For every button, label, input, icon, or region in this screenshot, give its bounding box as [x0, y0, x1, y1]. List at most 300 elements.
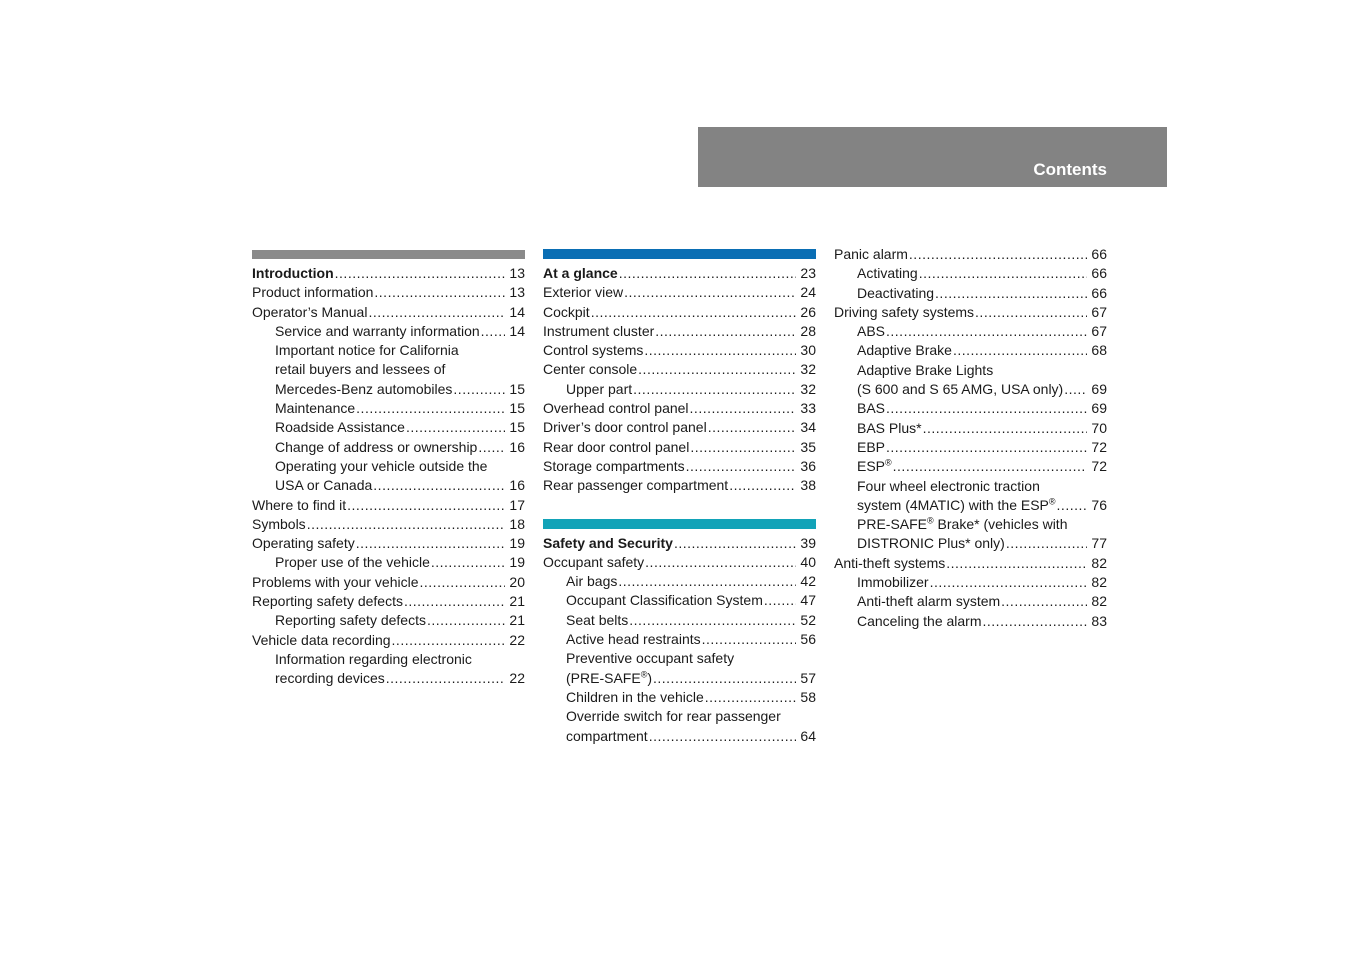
toc-entry-text: ABS	[857, 323, 886, 340]
dot-leader	[953, 341, 1087, 360]
toc-page-number[interactable]: 66	[1091, 246, 1107, 262]
toc-entry-text: Driving safety systems	[834, 303, 975, 320]
toc-entry[interactable]	[834, 534, 1107, 553]
toc-entry-label	[857, 496, 1056, 515]
toc-entry-text: USA or Canada	[275, 477, 373, 494]
toc-entry-text: Reporting safety defects	[252, 593, 403, 610]
toc-entry[interactable]	[834, 573, 1107, 592]
toc-entry[interactable]	[543, 591, 816, 610]
dot-leader	[478, 438, 505, 457]
dot-leader	[886, 438, 1087, 457]
toc-page-number[interactable]: 68	[1091, 342, 1107, 359]
dot-leader	[638, 360, 796, 379]
toc-entry-label	[566, 669, 652, 688]
toc-entry[interactable]	[834, 496, 1107, 515]
dot-leader	[935, 284, 1087, 303]
toc-entry-text: Safety and Security	[543, 534, 673, 551]
toc-entry-label	[857, 438, 885, 457]
toc-entry[interactable]	[543, 418, 816, 437]
toc-entry	[252, 650, 525, 669]
toc-entry-label	[275, 457, 487, 476]
toc-entry[interactable]	[252, 283, 525, 302]
toc-page-number[interactable]: 26	[800, 303, 816, 320]
toc-page-number[interactable]: 16	[509, 438, 525, 455]
toc-entry[interactable]	[834, 554, 1107, 573]
toc-page-number[interactable]: 21	[509, 593, 525, 610]
toc-entry[interactable]	[252, 303, 525, 322]
dot-leader	[481, 322, 505, 341]
toc-entry[interactable]	[543, 688, 816, 707]
toc-entry[interactable]	[543, 341, 816, 360]
toc-entry-text: retail buyers and lessees of	[275, 361, 446, 378]
toc-entry-label	[857, 341, 952, 360]
toc-column-2	[543, 249, 816, 746]
toc-page-number[interactable]: 33	[800, 400, 816, 417]
toc-entry-label	[566, 611, 628, 630]
toc-page-number[interactable]: 67	[1091, 323, 1107, 340]
toc-entry-label	[275, 611, 426, 630]
toc-entry-text-suffix: Brake* (vehicles with	[933, 516, 1068, 533]
toc-page-number[interactable]: 40	[800, 553, 816, 570]
toc-page-number[interactable]: 32	[800, 380, 816, 397]
toc-entry-text: Deactivating	[857, 284, 935, 301]
toc-entry-text: Exterior view	[543, 284, 624, 301]
toc-entry-label	[543, 322, 654, 341]
toc-page-number[interactable]: 14	[509, 303, 525, 320]
toc-entry-text: Operating safety	[252, 535, 355, 552]
toc-page-number[interactable]: 47	[800, 592, 816, 609]
toc-entry-label	[543, 303, 590, 322]
toc-entry[interactable]	[543, 553, 816, 572]
dot-leader	[453, 380, 505, 399]
toc-entry-label	[566, 380, 632, 399]
toc-entry-label	[566, 688, 704, 707]
toc-entry-text: Canceling the alarm	[857, 612, 982, 629]
dot-leader	[347, 496, 505, 515]
dot-leader	[975, 303, 1087, 322]
toc-entry[interactable]	[252, 631, 525, 650]
toc-page-number[interactable]: 42	[800, 573, 816, 590]
toc-page-number[interactable]: 34	[800, 419, 816, 436]
toc-page-number[interactable]: 13	[509, 284, 525, 301]
toc-entry-text: Product information	[252, 284, 374, 301]
toc-entry[interactable]	[252, 669, 525, 688]
toc-entry-label	[834, 554, 945, 573]
toc-entry-label	[543, 341, 643, 360]
toc-entry-text: Children in the vehicle	[566, 688, 704, 705]
toc-page-number[interactable]: 30	[800, 342, 816, 359]
toc-page-number[interactable]: 83	[1091, 612, 1107, 629]
toc-entry[interactable]	[543, 534, 816, 553]
dot-leader	[702, 630, 796, 649]
toc-page-number[interactable]: 72	[1091, 438, 1107, 455]
toc-entry	[834, 515, 1107, 534]
toc-page-number[interactable]: 17	[509, 496, 525, 513]
toc-entry-label	[566, 630, 701, 649]
toc-page-number[interactable]: 66	[1091, 265, 1107, 282]
dot-leader	[729, 476, 796, 495]
toc-entry[interactable]	[834, 612, 1107, 631]
toc-entry-label	[857, 592, 1000, 611]
toc-entry[interactable]	[543, 380, 816, 399]
toc-entry-label	[857, 534, 1005, 553]
toc-page-number[interactable]: 23	[800, 265, 816, 281]
toc-entry-label	[275, 553, 430, 572]
toc-page-number[interactable]: 77	[1091, 535, 1107, 552]
toc-page-number[interactable]: 72	[1091, 458, 1107, 475]
toc-page-number[interactable]: 57	[800, 669, 816, 686]
toc-entry-text: Rear passenger compartment	[543, 477, 729, 494]
toc-entry[interactable]	[543, 303, 816, 322]
dot-leader	[431, 553, 505, 572]
dot-leader	[690, 399, 796, 418]
toc-entry-label	[543, 438, 689, 457]
dot-leader	[368, 303, 505, 322]
toc-page-number[interactable]: 82	[1091, 554, 1107, 571]
toc-page-number[interactable]: 20	[509, 573, 525, 590]
toc-entry-label	[252, 303, 367, 322]
dot-leader	[764, 591, 796, 610]
toc-entry-text: Rear door control panel	[543, 438, 690, 455]
toc-entry-label	[857, 573, 929, 592]
toc-entry-label	[275, 476, 372, 495]
toc-entry[interactable]	[834, 438, 1107, 457]
toc-entry-text: Anti-theft systems	[834, 554, 946, 571]
toc-page-number[interactable]: 64	[800, 727, 816, 744]
toc-entry-text: Four wheel electronic traction	[857, 477, 1040, 494]
toc-entry[interactable]	[252, 264, 525, 283]
dot-leader	[386, 669, 505, 688]
dot-leader	[1001, 592, 1087, 611]
toc-entry[interactable]	[543, 360, 816, 379]
dot-leader	[919, 264, 1087, 283]
toc-entry[interactable]	[834, 284, 1107, 303]
toc-entry-text: Seat belts	[566, 611, 629, 628]
toc-entry[interactable]	[252, 573, 525, 592]
dot-leader	[629, 611, 796, 630]
toc-entry-text: Symbols	[252, 515, 306, 532]
dot-leader	[392, 631, 505, 650]
toc-entry[interactable]	[543, 399, 816, 418]
toc-entry-text: Proper use of the vehicle	[275, 554, 430, 571]
dot-leader	[1064, 380, 1087, 399]
toc-entry	[834, 361, 1107, 380]
toc-entry-label	[252, 283, 373, 302]
dot-leader	[946, 554, 1087, 573]
dot-leader	[591, 303, 796, 322]
contents-header-tab	[698, 127, 1167, 187]
toc-entry[interactable]	[834, 457, 1107, 476]
toc-page-number[interactable]: 15	[509, 419, 525, 436]
toc-entry-label	[857, 515, 1067, 534]
toc-entry-text: Overhead control panel	[543, 400, 689, 417]
toc-page-number[interactable]: 69	[1091, 400, 1107, 417]
toc-entry-label	[275, 650, 472, 669]
toc-entry[interactable]	[834, 245, 1107, 264]
toc-page-number[interactable]: 35	[800, 438, 816, 455]
toc-entry-text: Maintenance	[275, 400, 356, 417]
toc-entry-text: system (4MATIC) with the ESP	[857, 496, 1049, 513]
dot-leader	[690, 438, 796, 457]
toc-entry[interactable]	[252, 380, 525, 399]
toc-entry-text: Adaptive Brake Lights	[857, 361, 994, 378]
toc-entry-text: Operator’s Manual	[252, 303, 368, 320]
toc-entry[interactable]	[543, 457, 816, 476]
toc-page-number[interactable]: 19	[509, 554, 525, 571]
toc-page-number[interactable]: 82	[1091, 574, 1107, 591]
toc-entry-text: Roadside Assistance	[275, 419, 405, 436]
dot-leader	[406, 418, 505, 437]
toc-page-number[interactable]: 28	[800, 322, 816, 339]
toc-page-number[interactable]: 13	[509, 265, 525, 281]
registered-mark: ®	[885, 457, 892, 468]
toc-entry	[252, 360, 525, 379]
toc-entry[interactable]	[252, 476, 525, 495]
toc-entry[interactable]	[834, 264, 1107, 283]
registered-mark: ®	[640, 668, 648, 679]
toc-entry[interactable]	[543, 669, 816, 688]
toc-entry-text: Vehicle data recording	[252, 631, 391, 648]
toc-entry-text: Change of address or ownership	[275, 438, 478, 455]
toc-entry[interactable]	[543, 727, 816, 746]
toc-page-number[interactable]: 69	[1091, 381, 1107, 398]
toc-entry-label	[252, 573, 419, 592]
dot-leader	[909, 245, 1087, 264]
dot-leader	[930, 573, 1087, 592]
toc-entry-label	[857, 322, 885, 341]
dot-leader	[893, 457, 1087, 476]
toc-entry[interactable]	[252, 496, 525, 515]
toc-column-1	[252, 250, 525, 689]
toc-entry-label	[566, 727, 648, 746]
dot-leader	[886, 399, 1087, 418]
toc-entry-text: Panic alarm	[834, 246, 908, 262]
section-color-bar	[543, 249, 816, 259]
toc-entry-label	[252, 264, 334, 283]
toc-entry[interactable]	[252, 322, 525, 341]
toc-column-3	[834, 245, 1107, 631]
toc-entry[interactable]	[834, 380, 1107, 399]
toc-entry-label	[543, 283, 623, 302]
toc-page-number[interactable]: 24	[800, 284, 816, 301]
toc-entry-label	[857, 264, 918, 283]
dot-leader	[633, 380, 796, 399]
toc-entry[interactable]	[834, 322, 1107, 341]
toc-page-number[interactable]: 32	[800, 361, 816, 378]
toc-page-number[interactable]: 76	[1091, 496, 1107, 513]
toc-entry-label	[857, 284, 934, 303]
toc-entry-text: (S 600 and S 65 AMG, USA only)	[857, 381, 1064, 398]
toc-entry-text: Upper part	[566, 380, 633, 397]
toc-entry[interactable]	[834, 303, 1107, 322]
dot-leader	[427, 611, 505, 630]
toc-entry-label	[566, 707, 781, 726]
toc-entry-text: Active head restraints	[566, 631, 701, 648]
toc-entry-text: DISTRONIC Plus* only)	[857, 535, 1005, 552]
dot-leader	[420, 573, 505, 592]
dot-leader	[624, 283, 796, 302]
toc-page-number[interactable]: 21	[509, 612, 525, 629]
dot-leader	[335, 264, 505, 283]
toc-page-number[interactable]: 14	[509, 322, 525, 339]
dot-leader	[645, 553, 796, 572]
toc-page-number[interactable]: 39	[800, 534, 816, 551]
registered-mark: ®	[927, 515, 934, 526]
toc-entry-text: Cockpit	[543, 303, 590, 320]
toc-entry[interactable]	[252, 515, 525, 534]
toc-entry-label	[566, 649, 734, 668]
dot-leader	[1006, 534, 1087, 553]
toc-entry-label	[543, 360, 637, 379]
toc-entry-text: Important notice for California	[275, 342, 459, 359]
toc-entry-label	[275, 360, 445, 379]
toc-entry-text: Information regarding electronic	[275, 650, 472, 667]
toc-entry-text: Where to find it	[252, 496, 347, 513]
toc-entry-label	[857, 457, 892, 476]
toc-entry-text: Occupant safety	[543, 553, 645, 570]
toc-entry-text: (PRE-SAFE	[566, 669, 641, 686]
toc-entry-label	[543, 399, 689, 418]
toc-page-number[interactable]: 82	[1091, 593, 1107, 610]
toc-page-number[interactable]: 56	[800, 631, 816, 648]
toc-page-number[interactable]: 15	[509, 400, 525, 417]
toc-entry-label	[834, 245, 908, 264]
dot-leader	[356, 534, 505, 553]
toc-entry-text: Adaptive Brake	[857, 342, 952, 359]
toc-entry-text: ESP	[857, 458, 886, 475]
toc-entry-text: Instrument cluster	[543, 322, 655, 339]
toc-entry-text: Service and warranty information	[275, 322, 480, 339]
dot-leader	[649, 727, 796, 746]
dot-leader	[618, 572, 796, 591]
section-color-bar	[543, 519, 816, 529]
toc-entry-text: Center console	[543, 361, 638, 378]
toc-entry-text: PRE-SAFE	[857, 516, 928, 533]
toc-entry-label	[857, 361, 993, 380]
toc-entry[interactable]	[252, 534, 525, 553]
toc-entry-label	[275, 380, 452, 399]
toc-entry[interactable]	[543, 476, 816, 495]
page-title: Contents	[1033, 160, 1107, 179]
registered-mark: ®	[1048, 496, 1056, 507]
dot-leader	[886, 322, 1087, 341]
toc-entry[interactable]	[252, 553, 525, 572]
section-gap	[543, 496, 816, 519]
toc-entry-text: Problems with your vehicle	[252, 573, 419, 590]
toc-page-number[interactable]: 22	[509, 631, 525, 648]
toc-entry[interactable]	[834, 341, 1107, 360]
toc-entry-label	[275, 438, 477, 457]
toc-entry-label	[566, 572, 617, 591]
toc-entry-label	[566, 591, 763, 610]
toc-entry-text: Reporting safety defects	[275, 612, 426, 629]
toc-page-number[interactable]: 18	[509, 515, 525, 532]
toc-entry-text: Storage compartments	[543, 457, 685, 474]
dot-leader	[674, 534, 796, 553]
toc-entry-label	[252, 631, 391, 650]
toc-entry[interactable]	[543, 322, 816, 341]
dot-leader	[644, 341, 796, 360]
toc-entry-text: Immobilizer	[857, 574, 929, 591]
dot-leader	[655, 322, 796, 341]
toc-entry-text: Air bags	[566, 573, 618, 590]
toc-entry[interactable]	[543, 630, 816, 649]
dot-leader	[374, 283, 505, 302]
toc-entry-label	[543, 476, 728, 495]
toc-entry-label	[543, 534, 673, 553]
toc-entry[interactable]	[252, 592, 525, 611]
toc-entry-label	[543, 418, 707, 437]
toc-entry-label	[543, 457, 685, 476]
dot-leader	[653, 669, 796, 688]
toc-page-number[interactable]: 15	[509, 380, 525, 397]
dot-leader	[404, 592, 505, 611]
toc-page-number[interactable]: 19	[509, 535, 525, 552]
toc-page-number[interactable]: 70	[1091, 419, 1107, 436]
toc-entry[interactable]	[543, 572, 816, 591]
toc-entry[interactable]	[252, 438, 525, 457]
toc-entry[interactable]	[834, 592, 1107, 611]
toc-entry-label	[857, 612, 982, 631]
toc-entry-label	[252, 515, 306, 534]
toc-entry	[543, 707, 816, 726]
toc-entry-label	[543, 264, 618, 283]
toc-entry-text: Control systems	[543, 342, 644, 359]
toc-entry	[834, 477, 1107, 496]
toc-page-number[interactable]: 67	[1091, 303, 1107, 320]
toc-entry-text: Introduction	[252, 265, 334, 281]
toc-entry-text: BAS Plus*	[857, 419, 922, 436]
toc-entry-text: Anti-theft alarm system	[857, 593, 1001, 610]
toc-entry	[252, 457, 525, 476]
toc-page-number[interactable]: 16	[509, 477, 525, 494]
toc-entry[interactable]	[543, 283, 816, 302]
toc-entry-label	[252, 592, 403, 611]
toc-entry[interactable]	[543, 264, 816, 283]
toc-page-number[interactable]: 66	[1091, 284, 1107, 301]
toc-entry[interactable]	[834, 419, 1107, 438]
dot-leader	[373, 476, 505, 495]
toc-page-number[interactable]: 36	[800, 457, 816, 474]
toc-entry-text: Override switch for rear passenger	[566, 708, 781, 725]
toc-page-number[interactable]: 22	[509, 670, 525, 687]
toc-page-number[interactable]: 52	[800, 611, 816, 628]
toc-entry[interactable]	[252, 399, 525, 418]
toc-page-number[interactable]: 58	[800, 688, 816, 705]
toc-entry-label	[857, 419, 922, 438]
toc-entry-label	[275, 669, 385, 688]
toc-entry-label	[543, 553, 644, 572]
dot-leader	[705, 688, 796, 707]
dot-leader	[307, 515, 505, 534]
toc-entry[interactable]	[834, 399, 1107, 418]
toc-entry-text: Activating	[857, 265, 918, 282]
toc-entry-label	[834, 303, 974, 322]
toc-entry-text: compartment	[566, 727, 648, 744]
toc-page-number[interactable]: 38	[800, 477, 816, 494]
toc-entry-label	[275, 322, 480, 341]
dot-leader	[708, 418, 796, 437]
toc-entry-label	[857, 380, 1063, 399]
toc-entry[interactable]	[252, 611, 525, 630]
toc-entry-text: EBP	[857, 438, 886, 455]
toc-entry-label	[857, 477, 1040, 496]
toc-entry[interactable]	[543, 611, 816, 630]
toc-entry[interactable]	[252, 418, 525, 437]
toc-entry	[252, 341, 525, 360]
toc-entry[interactable]	[543, 438, 816, 457]
toc-entry	[543, 649, 816, 668]
